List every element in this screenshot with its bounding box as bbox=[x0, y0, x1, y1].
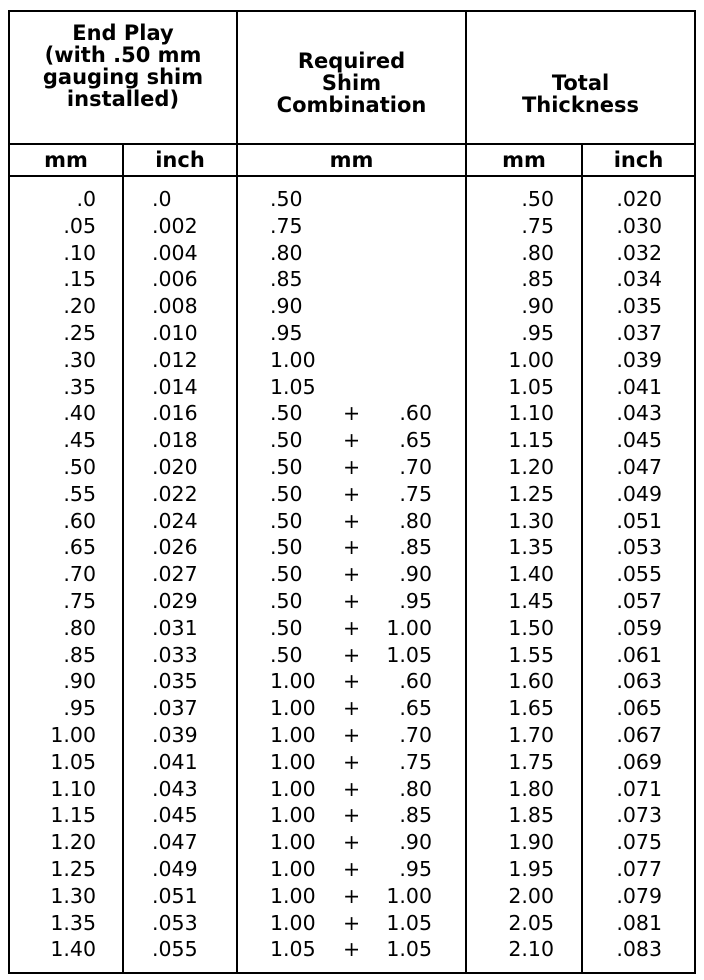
plus-sign: + bbox=[343, 589, 361, 613]
table-row bbox=[0, 266, 704, 293]
plus-sign: + bbox=[343, 883, 361, 908]
subheader-total-mm: mm bbox=[502, 148, 546, 172]
total-inch-cell: .045 bbox=[616, 428, 662, 453]
plus-sign: + bbox=[343, 428, 361, 453]
total-mm-cell: 1.05 bbox=[508, 374, 554, 399]
total-mm-cell: 1.25 bbox=[508, 481, 554, 506]
endplay-mm-cell: .85 bbox=[63, 642, 96, 667]
total-mm-cell: 1.65 bbox=[508, 696, 554, 721]
table-row bbox=[0, 293, 704, 320]
endplay-inch-cell: .008 bbox=[152, 294, 198, 319]
total-mm-cell: 1.50 bbox=[508, 615, 554, 640]
endplay-mm-cell: 1.35 bbox=[50, 910, 96, 935]
plus-sign: + bbox=[343, 401, 361, 426]
shim-2-cell: .60 bbox=[399, 669, 432, 694]
endplay-mm-cell: .05 bbox=[63, 213, 96, 238]
shim-2-cell: .75 bbox=[399, 749, 432, 774]
table-row bbox=[0, 776, 704, 803]
total-inch-cell: .057 bbox=[616, 589, 662, 613]
shim-1-cell: 1.00 bbox=[270, 723, 316, 747]
shim-1-cell: .50 bbox=[270, 428, 303, 453]
total-mm-cell: 1.80 bbox=[508, 776, 554, 801]
shim-1-cell: .90 bbox=[270, 294, 303, 319]
shim-1-cell: .50 bbox=[270, 187, 303, 211]
endplay-inch-cell: .026 bbox=[152, 535, 198, 560]
table-row bbox=[0, 320, 704, 347]
endplay-mm-cell: .70 bbox=[63, 562, 96, 587]
table-row bbox=[0, 856, 704, 883]
endplay-inch-cell: .016 bbox=[152, 401, 198, 426]
plus-sign: + bbox=[343, 749, 361, 774]
table-row bbox=[0, 347, 704, 374]
table-row bbox=[0, 936, 704, 963]
table-row bbox=[0, 883, 704, 910]
shim-1-cell: .50 bbox=[270, 455, 303, 479]
plus-sign: + bbox=[343, 481, 361, 506]
plus-sign: + bbox=[343, 857, 361, 881]
shim-2-cell: .70 bbox=[399, 723, 432, 747]
shim-2-cell: .95 bbox=[399, 857, 432, 881]
shim-1-cell: 1.00 bbox=[270, 857, 316, 881]
total-mm-cell: 1.55 bbox=[508, 642, 554, 667]
shim-1-cell: .50 bbox=[270, 481, 303, 506]
endplay-inch-cell: .020 bbox=[152, 455, 198, 479]
header-total-line-1: Total bbox=[551, 71, 610, 95]
endplay-mm-cell: 1.15 bbox=[50, 803, 96, 828]
table-row bbox=[0, 481, 704, 508]
total-mm-cell: 2.00 bbox=[508, 883, 554, 908]
endplay-inch-cell: .004 bbox=[152, 240, 198, 265]
header-end-play bbox=[10, 22, 236, 110]
shim-2-cell: 1.05 bbox=[386, 937, 432, 962]
total-mm-cell: 1.75 bbox=[508, 749, 554, 774]
endplay-mm-cell: .40 bbox=[63, 401, 96, 426]
header-required-line-3: Combination bbox=[276, 93, 427, 117]
total-inch-cell: .077 bbox=[616, 857, 662, 881]
endplay-inch-cell: .027 bbox=[152, 562, 198, 587]
table-row bbox=[0, 695, 704, 722]
shim-1-cell: .50 bbox=[270, 642, 303, 667]
total-inch-cell: .053 bbox=[616, 535, 662, 560]
table-row bbox=[0, 508, 704, 535]
shim-2-cell: .90 bbox=[399, 562, 432, 587]
shim-2-cell: 1.05 bbox=[386, 642, 432, 667]
plus-sign: + bbox=[343, 910, 361, 935]
shim-1-cell: 1.00 bbox=[270, 696, 316, 721]
plus-sign: + bbox=[343, 830, 361, 855]
total-mm-cell: .90 bbox=[521, 294, 554, 319]
endplay-mm-cell: 1.10 bbox=[50, 776, 96, 801]
header-end-play-line-2: (with .50 mm bbox=[44, 43, 202, 67]
total-inch-cell: .049 bbox=[616, 481, 662, 506]
shim-2-cell: .60 bbox=[399, 401, 432, 426]
header-required-line-1: Required bbox=[297, 49, 406, 73]
endplay-mm-cell: .80 bbox=[63, 615, 96, 640]
plus-sign: + bbox=[343, 455, 361, 479]
table-row bbox=[0, 829, 704, 856]
total-mm-cell: 1.70 bbox=[508, 723, 554, 747]
total-inch-cell: .069 bbox=[616, 749, 662, 774]
endplay-inch-cell: .031 bbox=[152, 615, 198, 640]
total-inch-cell: .020 bbox=[616, 187, 662, 211]
shim-1-cell: 1.00 bbox=[270, 910, 316, 935]
plus-sign: + bbox=[343, 508, 361, 533]
plus-sign: + bbox=[343, 615, 361, 640]
total-inch-cell: .075 bbox=[616, 830, 662, 855]
endplay-mm-cell: .35 bbox=[63, 374, 96, 399]
subheader-bottom-rule bbox=[8, 175, 696, 177]
total-mm-cell: 1.20 bbox=[508, 455, 554, 479]
endplay-inch-cell: .029 bbox=[152, 589, 198, 613]
total-inch-cell: .035 bbox=[616, 294, 662, 319]
total-inch-cell: .034 bbox=[616, 267, 662, 292]
endplay-inch-cell: .047 bbox=[152, 830, 198, 855]
subheader-endplay-mm: mm bbox=[44, 148, 88, 172]
shim-1-cell: .50 bbox=[270, 508, 303, 533]
total-mm-cell: 1.95 bbox=[508, 857, 554, 881]
endplay-inch-cell: .053 bbox=[152, 910, 198, 935]
endplay-mm-cell: .95 bbox=[63, 696, 96, 721]
table-row bbox=[0, 802, 704, 829]
total-inch-cell: .055 bbox=[616, 562, 662, 587]
shim-2-cell: 1.00 bbox=[386, 883, 432, 908]
total-mm-cell: 1.15 bbox=[508, 428, 554, 453]
total-inch-cell: .041 bbox=[616, 374, 662, 399]
shim-1-cell: .50 bbox=[270, 401, 303, 426]
endplay-inch-cell: .033 bbox=[152, 642, 198, 667]
endplay-mm-cell: 1.00 bbox=[50, 723, 96, 747]
subheader-total-inch: inch bbox=[613, 148, 664, 172]
total-inch-cell: .065 bbox=[616, 696, 662, 721]
table-row bbox=[0, 749, 704, 776]
shim-2-cell: .85 bbox=[399, 535, 432, 560]
shim-2-cell: 1.00 bbox=[386, 615, 432, 640]
total-mm-cell: 1.40 bbox=[508, 562, 554, 587]
total-mm-cell: .75 bbox=[521, 213, 554, 238]
header-bottom-rule bbox=[8, 143, 696, 145]
total-mm-cell: 1.10 bbox=[508, 401, 554, 426]
shim-1-cell: 1.00 bbox=[270, 830, 316, 855]
shim-1-cell: .80 bbox=[270, 240, 303, 265]
shim-1-cell: 1.05 bbox=[270, 937, 316, 962]
shim-2-cell: .85 bbox=[399, 803, 432, 828]
shim-1-cell: .50 bbox=[270, 615, 303, 640]
shim-2-cell: .80 bbox=[399, 776, 432, 801]
endplay-inch-cell: .018 bbox=[152, 428, 198, 453]
subheader-required-mm: mm bbox=[329, 148, 374, 172]
header-end-play-line-1: End Play bbox=[72, 21, 174, 45]
total-inch-cell: .043 bbox=[616, 401, 662, 426]
total-inch-cell: .067 bbox=[616, 723, 662, 747]
plus-sign: + bbox=[343, 723, 361, 747]
total-mm-cell: 2.05 bbox=[508, 910, 554, 935]
endplay-inch-cell: .049 bbox=[152, 857, 198, 881]
endplay-mm-cell: 1.05 bbox=[50, 749, 96, 774]
plus-sign: + bbox=[343, 803, 361, 828]
endplay-mm-cell: .65 bbox=[63, 535, 96, 560]
total-inch-cell: .079 bbox=[616, 883, 662, 908]
shim-1-cell: 1.00 bbox=[270, 803, 316, 828]
table-row bbox=[0, 561, 704, 588]
endplay-inch-cell: .006 bbox=[152, 267, 198, 292]
total-inch-cell: .081 bbox=[616, 910, 662, 935]
table-row bbox=[0, 240, 704, 267]
endplay-mm-cell: .25 bbox=[63, 321, 96, 345]
plus-sign: + bbox=[343, 642, 361, 667]
shim-1-cell: .85 bbox=[270, 267, 303, 292]
plus-sign: + bbox=[343, 562, 361, 587]
endplay-inch-cell: .037 bbox=[152, 696, 198, 721]
endplay-mm-cell: .10 bbox=[63, 240, 96, 265]
endplay-mm-cell: .55 bbox=[63, 481, 96, 506]
endplay-inch-cell: .035 bbox=[152, 669, 198, 694]
endplay-inch-cell: .012 bbox=[152, 347, 198, 372]
shim-1-cell: .75 bbox=[270, 213, 303, 238]
endplay-inch-cell: .022 bbox=[152, 481, 198, 506]
shim-2-cell: 1.05 bbox=[386, 910, 432, 935]
endplay-inch-cell: .039 bbox=[152, 723, 198, 747]
endplay-mm-cell: 1.40 bbox=[50, 937, 96, 962]
total-mm-cell: 2.10 bbox=[508, 937, 554, 962]
total-inch-cell: .032 bbox=[616, 240, 662, 265]
total-mm-cell: .95 bbox=[521, 321, 554, 345]
shim-2-cell: .95 bbox=[399, 589, 432, 613]
endplay-inch-cell: .0 bbox=[152, 187, 172, 211]
total-mm-cell: 1.45 bbox=[508, 589, 554, 613]
shim-2-cell: .65 bbox=[399, 696, 432, 721]
endplay-inch-cell: .055 bbox=[152, 937, 198, 962]
table-row bbox=[0, 910, 704, 937]
endplay-mm-cell: 1.25 bbox=[50, 857, 96, 881]
table-row bbox=[0, 400, 704, 427]
plus-sign: + bbox=[343, 937, 361, 962]
endplay-mm-cell: .20 bbox=[63, 294, 96, 319]
total-inch-cell: .071 bbox=[616, 776, 662, 801]
endplay-mm-cell: .75 bbox=[63, 589, 96, 613]
table-row bbox=[0, 186, 704, 213]
total-mm-cell: 1.60 bbox=[508, 669, 554, 694]
endplay-inch-cell: .024 bbox=[152, 508, 198, 533]
endplay-inch-cell: .010 bbox=[152, 321, 198, 345]
shim-1-cell: .50 bbox=[270, 535, 303, 560]
shim-1-cell: 1.05 bbox=[270, 374, 316, 399]
plus-sign: + bbox=[343, 535, 361, 560]
endplay-mm-cell: .15 bbox=[63, 267, 96, 292]
shim-1-cell: .50 bbox=[270, 589, 303, 613]
total-inch-cell: .047 bbox=[616, 455, 662, 479]
table-row bbox=[0, 427, 704, 454]
table-row bbox=[0, 588, 704, 615]
endplay-mm-cell: 1.20 bbox=[50, 830, 96, 855]
table-row bbox=[0, 213, 704, 240]
plus-sign: + bbox=[343, 776, 361, 801]
total-inch-cell: .037 bbox=[616, 321, 662, 345]
shim-1-cell: 1.00 bbox=[270, 749, 316, 774]
shim-1-cell: 1.00 bbox=[270, 883, 316, 908]
shim-1-cell: 1.00 bbox=[270, 669, 316, 694]
table-row bbox=[0, 615, 704, 642]
endplay-inch-cell: .041 bbox=[152, 749, 198, 774]
endplay-mm-cell: .60 bbox=[63, 508, 96, 533]
total-mm-cell: .50 bbox=[521, 187, 554, 211]
header-required-shim bbox=[238, 50, 465, 116]
header-end-play-line-4: installed) bbox=[66, 87, 180, 111]
table-row bbox=[0, 454, 704, 481]
shim-2-cell: .80 bbox=[399, 508, 432, 533]
table-row bbox=[0, 642, 704, 669]
endplay-inch-cell: .045 bbox=[152, 803, 198, 828]
shim-2-cell: .65 bbox=[399, 428, 432, 453]
shim-2-cell: .70 bbox=[399, 455, 432, 479]
total-mm-cell: 1.85 bbox=[508, 803, 554, 828]
total-inch-cell: .063 bbox=[616, 669, 662, 694]
total-mm-cell: 1.00 bbox=[508, 347, 554, 372]
shim-2-cell: .75 bbox=[399, 481, 432, 506]
endplay-inch-cell: .002 bbox=[152, 213, 198, 238]
header-total-line-2: Thickness bbox=[521, 93, 640, 117]
table-row bbox=[0, 722, 704, 749]
table-row bbox=[0, 534, 704, 561]
endplay-inch-cell: .051 bbox=[152, 883, 198, 908]
shim-1-cell: 1.00 bbox=[270, 776, 316, 801]
total-inch-cell: .059 bbox=[616, 615, 662, 640]
endplay-inch-cell: .043 bbox=[152, 776, 198, 801]
shim-1-cell: .95 bbox=[270, 321, 303, 345]
endplay-mm-cell: .90 bbox=[63, 669, 96, 694]
endplay-inch-cell: .014 bbox=[152, 374, 198, 399]
total-inch-cell: .039 bbox=[616, 347, 662, 372]
total-mm-cell: 1.90 bbox=[508, 830, 554, 855]
total-inch-cell: .030 bbox=[616, 213, 662, 238]
table-row bbox=[0, 374, 704, 401]
endplay-mm-cell: .0 bbox=[76, 187, 96, 211]
total-mm-cell: 1.30 bbox=[508, 508, 554, 533]
subheader-endplay-inch: inch bbox=[155, 148, 205, 172]
plus-sign: + bbox=[343, 696, 361, 721]
endplay-mm-cell: .30 bbox=[63, 347, 96, 372]
total-mm-cell: .80 bbox=[521, 240, 554, 265]
shim-1-cell: .50 bbox=[270, 562, 303, 587]
endplay-mm-cell: .50 bbox=[63, 455, 96, 479]
table-row bbox=[0, 668, 704, 695]
total-mm-cell: .85 bbox=[521, 267, 554, 292]
header-total-thickness bbox=[467, 72, 694, 116]
total-inch-cell: .051 bbox=[616, 508, 662, 533]
header-end-play-line-3: gauging shim bbox=[42, 65, 204, 89]
header-required-line-2: Shim bbox=[321, 71, 382, 95]
total-mm-cell: 1.35 bbox=[508, 535, 554, 560]
shim-1-cell: 1.00 bbox=[270, 347, 316, 372]
total-inch-cell: .083 bbox=[616, 937, 662, 962]
total-inch-cell: .073 bbox=[616, 803, 662, 828]
endplay-mm-cell: 1.30 bbox=[50, 883, 96, 908]
total-inch-cell: .061 bbox=[616, 642, 662, 667]
plus-sign: + bbox=[343, 669, 361, 694]
endplay-mm-cell: .45 bbox=[63, 428, 96, 453]
shim-2-cell: .90 bbox=[399, 830, 432, 855]
